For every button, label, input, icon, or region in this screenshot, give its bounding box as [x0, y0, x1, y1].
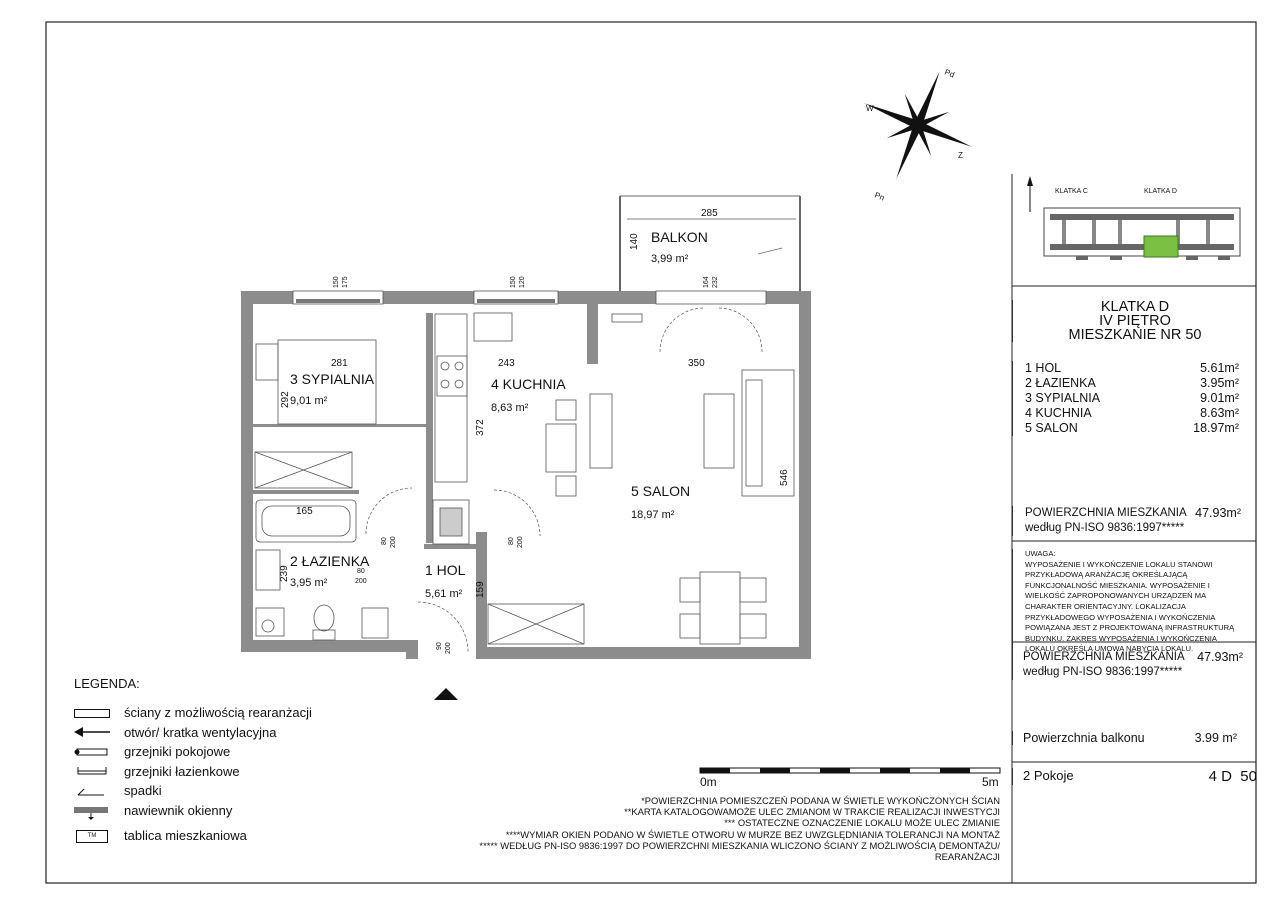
dim-door200d: 200: [445, 642, 452, 654]
notice-title: UWAGA:: [1025, 549, 1056, 558]
keyplan-label-d: KLATKA D: [1144, 188, 1177, 195]
dim-140: 140: [629, 233, 640, 250]
room-label-hol: 1 HOL: [425, 562, 466, 578]
dim-292: 292: [280, 391, 291, 408]
compass-rose: [863, 67, 974, 181]
slope-icon: [74, 785, 118, 797]
dim-285: 285: [701, 208, 718, 219]
room-label-sypialnia: 3 SYPIALNIA: [290, 371, 375, 387]
footnotes: [460, 795, 1000, 862]
dim-door80b: 80: [508, 537, 515, 545]
room-row: [1013, 421, 1257, 436]
apartment-header: [1012, 300, 1257, 342]
keyplan-highlight: [1144, 236, 1178, 257]
balcony-area: [1012, 731, 1257, 745]
apartment-code: 4 D 50: [1208, 768, 1257, 785]
compass-w-label: W: [866, 104, 874, 113]
movable-wall-icon: [74, 707, 118, 719]
legend-item: [74, 742, 312, 762]
total-area-value: 47.93m²: [1195, 506, 1241, 520]
compass-n-label: Pd: [943, 67, 956, 80]
total-area-standard-2: według PN-ISO 9836:1997*****: [1023, 666, 1183, 678]
legend-label: otwór/ kratka wentylacyjna: [124, 724, 277, 740]
compass-s-label: Pn: [873, 190, 886, 203]
keyplan-label-c: KLATKA C: [1055, 188, 1088, 195]
header-line2: IV PIĘTRO: [1099, 313, 1171, 329]
room-area-kuchnia: 8,63 m²: [491, 402, 529, 414]
legend-label: grzejniki pokojowe: [124, 744, 231, 760]
room-area: 5.61m²: [1200, 361, 1239, 375]
dim-w120: 120: [519, 276, 526, 288]
legend-label: spadki: [124, 783, 162, 799]
window-vent-icon: [74, 804, 118, 816]
dim-w232: 232: [712, 276, 719, 288]
room-radiator-icon: [74, 746, 118, 758]
compass-e-label: Z: [958, 151, 963, 160]
room-row: [1013, 376, 1257, 391]
room-area-sypialnia: 9,01 m²: [290, 395, 328, 407]
room-area: 3.95m²: [1200, 376, 1239, 390]
dim-165: 165: [296, 506, 313, 517]
room-row: [1013, 361, 1257, 376]
legend-item: [74, 801, 312, 821]
vent-arrow-icon: [74, 726, 118, 738]
legend-label: grzejniki łazienkowe: [124, 763, 240, 779]
header-line3: MIESZKANIE NR 50: [1068, 327, 1202, 343]
scale-bar: [700, 768, 1000, 789]
footnote: ***** WEDŁUG PN-ISO 9836:1997 DO POWIERZCHNI MIESZKANIA WLICZONO ŚCIANY Z MOŻLIWOŚCIĄ DEMONTAŻU/: [479, 839, 1000, 851]
footnote: *POWIERZCHNIA POMIESZCZEŃ PODANA W ŚWIETLE WYKOŃCZONYCH ŚCIAN: [641, 795, 1000, 806]
dim-door80a: 80: [381, 537, 388, 545]
notice-text: WYPOSAŻENIE I WYKOŃCZENIE LOKALU STANOWI PRZYKŁADOWĄ ARANŻACJĘ OKREŚLAJĄCĄ FUNKCJONALNOŚĆ MIESZKANIA. WYPOSAŻENIE I WIELKOŚĆ ZAPROPONOWANYCH URZĄDZEŃ MA CHARAKTER ORIENTACYJNY. LOKALIZACJA PRZYKŁADOWEGO WYPOSAŻENIA I WYKOŃCZENIA POWIĄZANA JEST Z PROJEKTOWANĄ INFRASTRUKTURĄ BUDYNKU. ZAKRES WYPOSAŻENIA I WYKOŃCZENIA LOKALU OKREŚLA UMOWA NABYCIA LOKALU.: [1025, 559, 1235, 654]
legend-label: nawiewnik okienny: [124, 802, 233, 818]
legend-label: ściany z możliwością rearanżacji: [124, 705, 312, 721]
dim-door80c: 80: [357, 568, 365, 575]
room-row: [1013, 406, 1257, 421]
notice-box: [1012, 549, 1256, 655]
dim-372: 372: [475, 419, 486, 436]
footnote: **KARTA KATALOGOWAMOŻE ULEC ZMIANOM W TRAKCIE REALIZACJI INWESTYCJI: [624, 806, 1000, 818]
room-area: 18.97m²: [1193, 421, 1239, 435]
bathroom-radiator-icon: [74, 765, 118, 777]
total-area: [1012, 506, 1257, 536]
room-name: 3 SYPIALNIA: [1025, 391, 1101, 405]
room-area-salon: 18,97 m²: [631, 509, 675, 521]
room-name: 1 HOL: [1025, 361, 1062, 375]
room-area-balkon: 3,99 m²: [651, 253, 689, 265]
dim-w150a: 150: [333, 276, 340, 288]
key-plan: [1027, 176, 1240, 260]
dim-door200c: 200: [355, 578, 367, 585]
apartment-tablet-icon: [74, 830, 118, 842]
legend-item: [74, 723, 312, 743]
balcony-area-label: Powierzchnia balkonu: [1023, 731, 1145, 745]
room-label-balkon: BALKON: [651, 229, 708, 245]
dim-door200b: 200: [517, 536, 524, 548]
scale-start-label: 0m: [700, 775, 717, 789]
legend: [74, 676, 312, 846]
legend-item: [74, 762, 312, 782]
dim-w150b: 150: [510, 276, 517, 288]
total-area-value-2: 47.93m²: [1197, 650, 1243, 664]
room-name: 5 SALON: [1025, 421, 1078, 435]
room-label-lazienka: 2 ŁAZIENKA: [290, 553, 370, 569]
legend-item: [74, 703, 312, 723]
room-area: 8.63m²: [1200, 406, 1239, 420]
total-area-2: [1012, 650, 1257, 680]
room-area: 9.01m²: [1200, 391, 1239, 405]
tm-label: TM: [76, 830, 108, 843]
scale-end-label: 5m: [982, 775, 999, 789]
dim-546: 546: [779, 469, 790, 486]
room-label-salon: 5 SALON: [631, 483, 691, 499]
dim-door90: 90: [436, 642, 443, 650]
balcony-area-value: 3.99 m²: [1194, 731, 1237, 745]
room-list: [1012, 361, 1257, 436]
dim-door200a: 200: [390, 536, 397, 548]
room-label-kuchnia: 4 KUCHNIA: [491, 376, 566, 392]
header-line1: KLATKA D: [1100, 299, 1170, 315]
footnote: ****WYMIAR OKIEN PODANO W ŚWIETLE OTWORU W MURZE BEZ UWZGLĘDNIANIA TOLERANCJI NA MONTAŻ: [505, 828, 1000, 840]
dim-239: 239: [279, 565, 290, 582]
dim-w175: 175: [342, 276, 349, 288]
dim-159: 159: [475, 581, 486, 598]
dim-350: 350: [688, 358, 705, 369]
room-row: [1013, 391, 1257, 406]
legend-item: [74, 781, 312, 801]
room-count: 2 Pokoje: [1023, 768, 1074, 783]
legend-title: LEGENDA:: [74, 676, 140, 691]
dim-243: 243: [498, 358, 515, 369]
legend-item: [74, 826, 312, 846]
dim-281: 281: [331, 358, 348, 369]
windows: [293, 291, 766, 304]
footnote: REARANŻACJI: [934, 851, 1000, 863]
room-name: 2 ŁAZIENKA: [1025, 376, 1096, 390]
dim-w164: 164: [703, 276, 710, 288]
room-name: 4 KUCHNIA: [1025, 406, 1092, 420]
total-area-standard: według PN-ISO 9836:1997*****: [1025, 522, 1185, 534]
footnote: *** OSTATECZNE OZNACZENIE LOKALU MOŻE ULEC ZMIANIE: [724, 817, 1000, 829]
window-dimensions: [333, 276, 719, 654]
total-area-label-2: POWIERZCHNIA MIESZKANIA: [1023, 651, 1185, 663]
entrance-arrow-icon: [434, 688, 458, 700]
room-area-lazienka: 3,95 m²: [290, 577, 328, 589]
apartment-footer: [1012, 768, 1257, 785]
legend-label: tablica mieszkaniowa: [124, 828, 247, 844]
room-area-hol: 5,61 m²: [425, 588, 463, 600]
total-area-label: POWIERZCHNIA MIESZKANIA: [1025, 507, 1187, 519]
